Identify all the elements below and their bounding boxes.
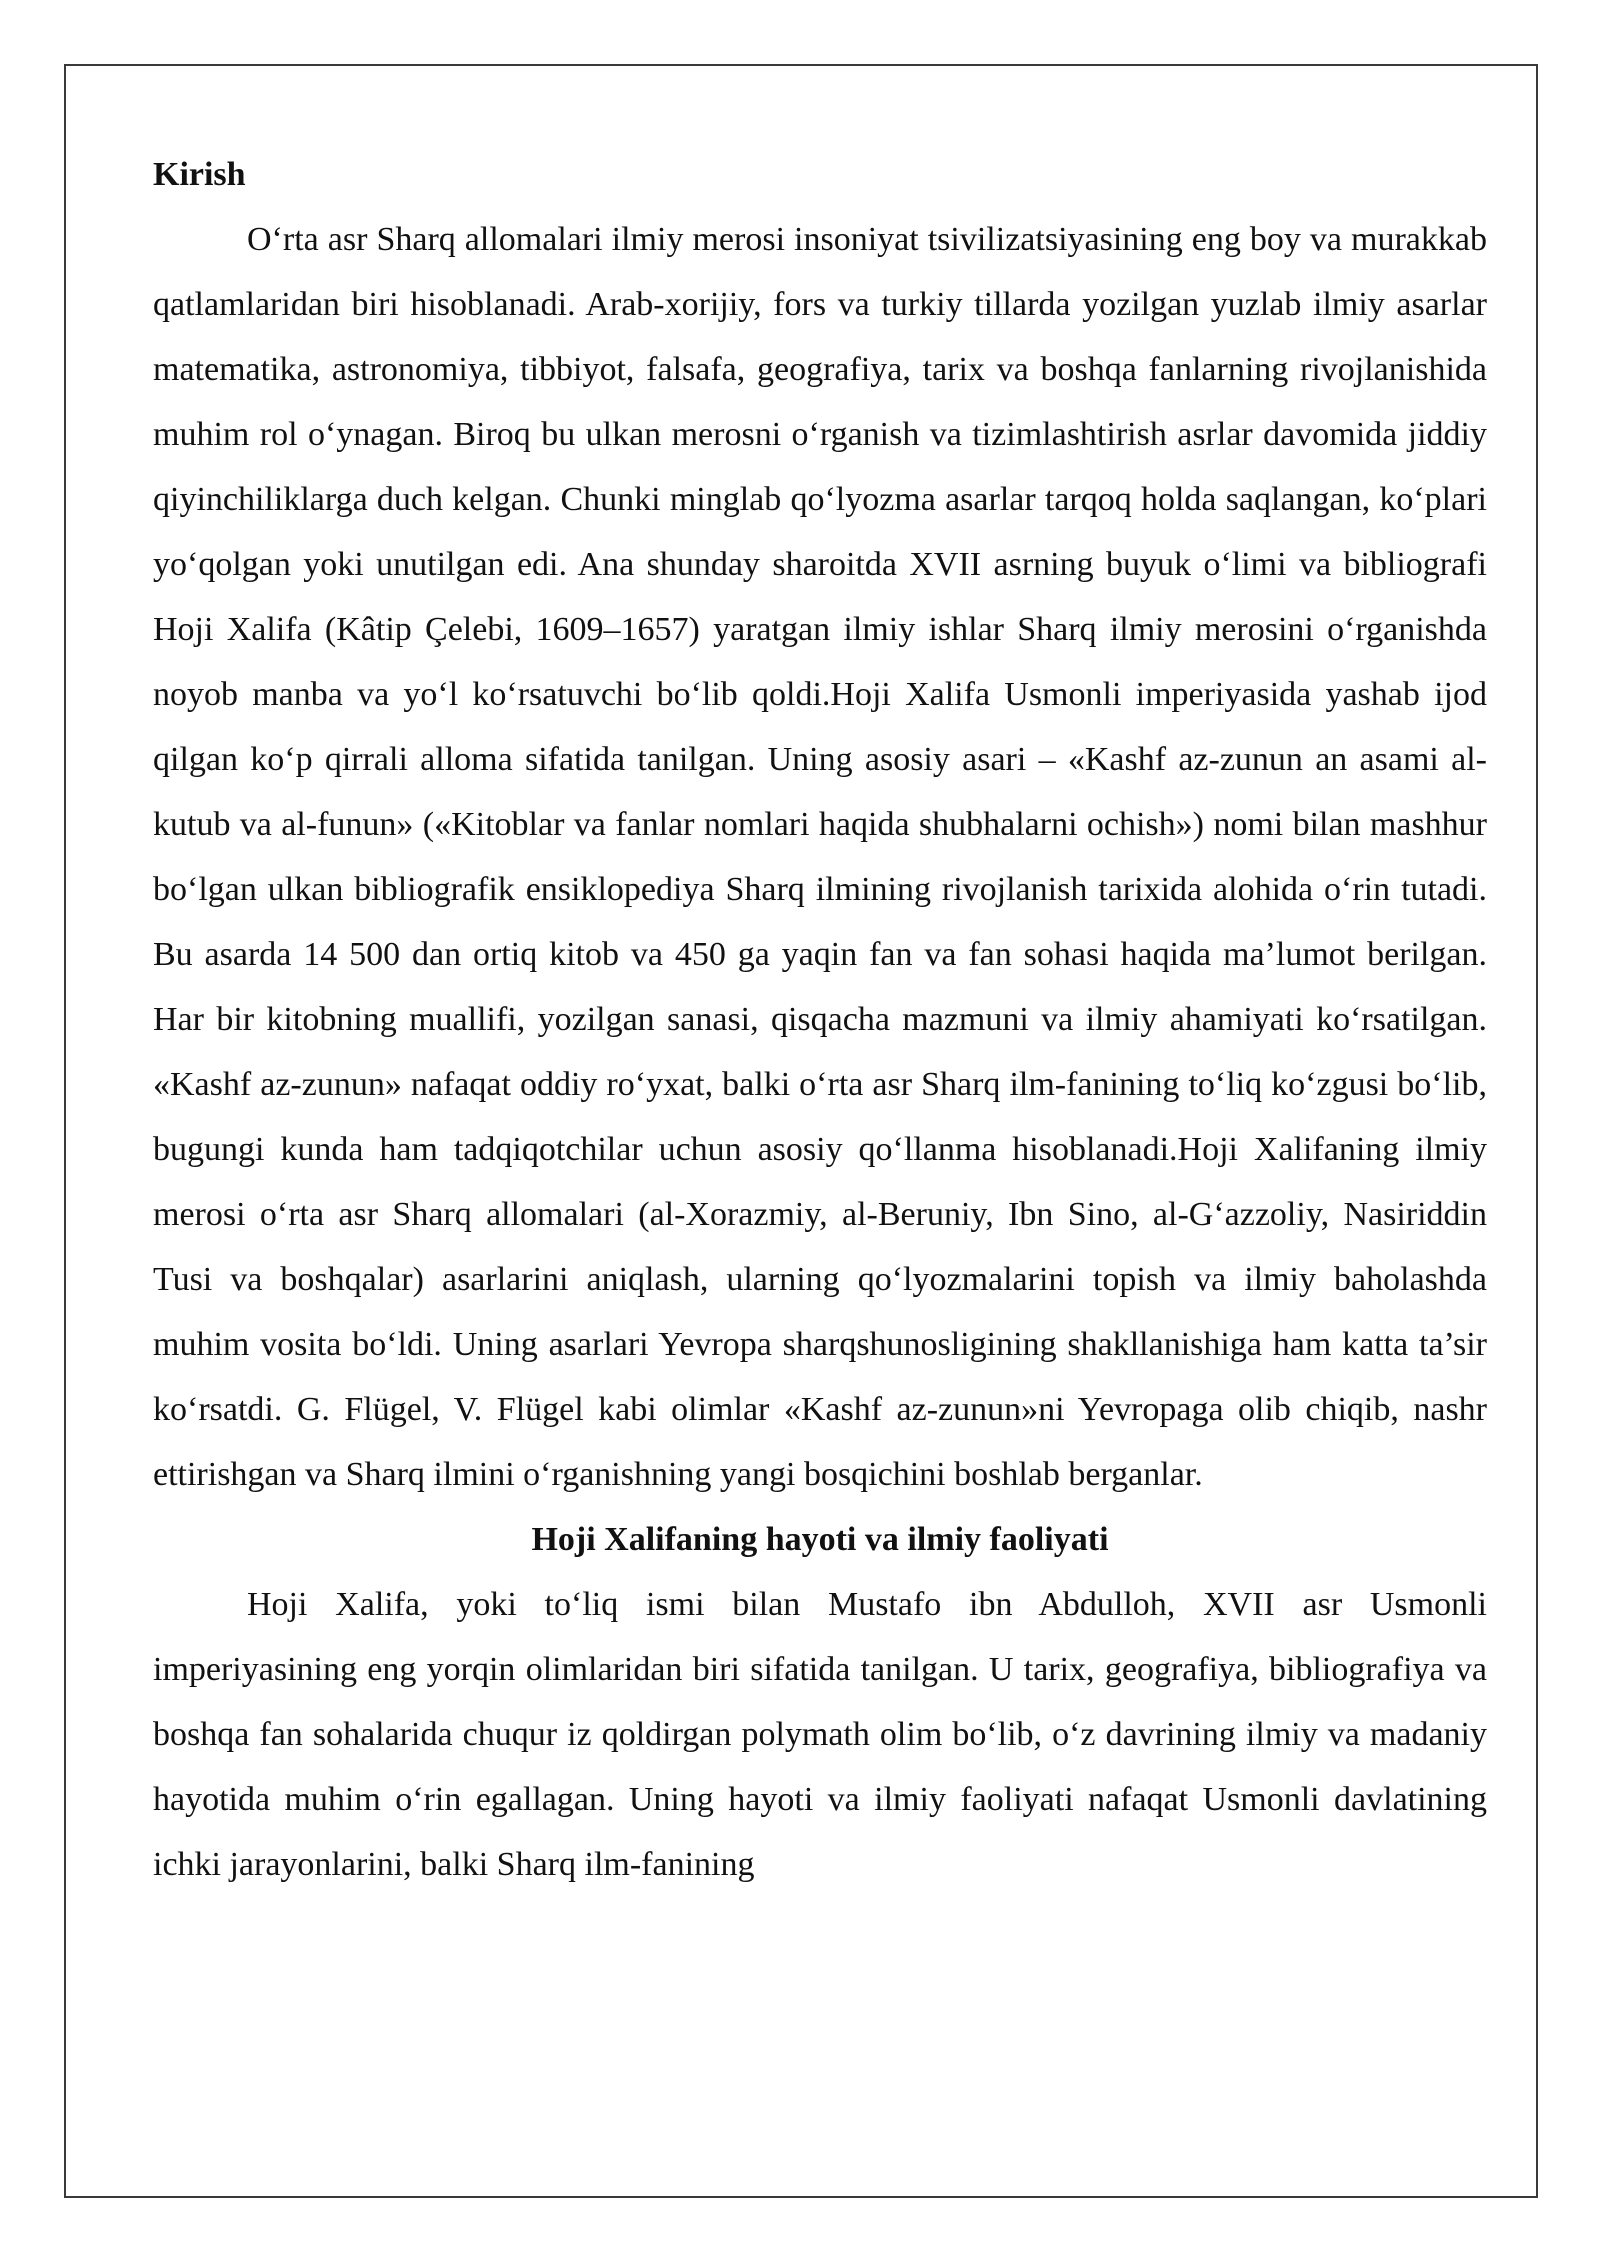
heading-kirish: Kirish bbox=[153, 156, 246, 193]
document-body bbox=[153, 142, 1487, 1897]
paragraph-section: Hoji Xalifa, yoki to‘liq ismi bilan Mustafo ibn Abdulloh, XVII asr Usmonli imperiyasining eng yorqin olimlaridan biri sifatida tanilgan. U tarix, geografiya, bibliografiya va boshqa fan sohalarida chuqur iz qoldirgan polymath olim bo‘lib, o‘z davrining ilmiy va madaniy hayotida muhim o‘rin egallagan. Uning hayoti va ilmiy faoliyati nafaqat Usmonli davlatining ichki jarayonlarini, balki Sharq ilm-fanining bbox=[153, 1586, 1487, 1883]
paragraph-intro: O‘rta asr Sharq allomalari ilmiy merosi insoniyat tsivilizatsiyasining eng boy va murakkab qatlamlaridan biri hisoblanadi. Arab-xorijiy, fors va turkiy tillarda yozilgan yuzlab ilmiy asarlar matematika, astronomiya, tibbiyot, falsafa, geografiya, tarix va boshqa fanlarning rivojlanishida muhim rol o‘ynagan. Biroq bu ulkan merosni o‘rganish va tizimlashtirish asrlar davomida jiddiy qiyinchiliklarga duch kelgan. Chunki minglab qo‘lyozma asarlar tarqoq holda saqlangan, ko‘plari yo‘qolgan yoki unutilgan edi. Ana shunday sharoitda XVII asrning buyuk o‘limi va bibliografi Hoji Xalifa (Kâtip Çelebi, 1609–1657) yaratgan ilmiy ishlar Sharq ilmiy merosini o‘rganishda noyob manba va yo‘l ko‘rsatuvchi bo‘lib qoldi.Hoji Xalifa Usmonli imperiyasida yashab ijod qilgan ko‘p qirrali alloma sifatida tanilgan. Uning asosiy asari – «Kashf az-zunun an asami al-kutub va al-funun» («Kitoblar va fanlar nomlari haqida shubhalarni ochish») nomi bilan mashhur bo‘lgan ulkan bibliografik ensiklopediya Sharq ilmining rivojlanish tarixida alohida o‘rin tutadi. Bu asarda 14 500 dan ortiq kitob va 450 ga yaqin fan va fan sohasi haqida ma’lumot berilgan. Har bir kitobning muallifi, yozilgan sanasi, qisqacha mazmuni va ilmiy ahamiyati ko‘rsatilgan. «Kashf az-zunun» nafaqat oddiy ro‘yxat, balki o‘rta asr Sharq ilm-fanining to‘liq ko‘zgusi bo‘lib, bugungi kunda ham tadqiqotchilar uchun asosiy qo‘llanma hisoblanadi.Hoji Xalifaning ilmiy merosi o‘rta asr Sharq allomalari (al-Xorazmiy, al-Beruniy, Ibn Sino, al-G‘azzoliy, Nasiriddin Tusi va boshqalar) asarlarini aniqlash, ularning qo‘lyozmalarini topish va ilmiy baholashda muhim vosita bo‘ldi. Uning asarlari Yevropa sharqshunosligining shakllanishiga ham katta ta’sir ko‘rsatdi. G. Flügel, V. Flügel kabi olimlar «Kashf az-zunun»ni Yevropaga olib chiqib, nashr ettirishgan va Sharq ilmini o‘rganishning yangi bosqichini boshlab berganlar. bbox=[153, 221, 1487, 1493]
heading-section: Hoji Xalifaning hayoti va ilmiy faoliyati bbox=[531, 1521, 1109, 1558]
